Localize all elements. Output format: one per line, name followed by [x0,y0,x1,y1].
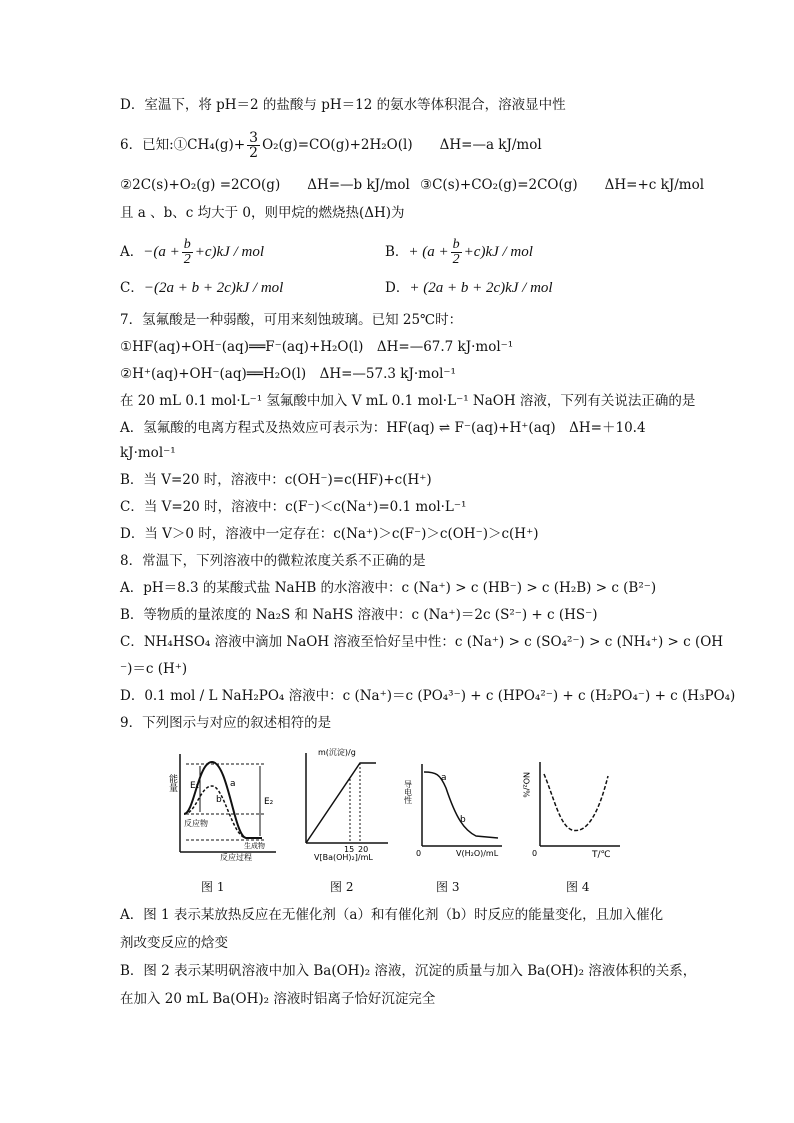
fraction-denominator: 2 [249,145,259,161]
q6-option-a [120,238,264,267]
q6-option-d [385,279,553,297]
option-label: B． [385,244,409,260]
option-label: A． [120,244,144,260]
figure-2-caption: 图 2 [330,880,354,894]
label-e1: E₁ [190,781,200,791]
label-reactant: 反应物 [184,819,208,828]
y-axis-label: m(沉淀)/g [318,748,356,757]
q8-option-c: C．NH₄HSO₄ 溶液中滴加 NaOH 溶液至恰好呈中性：c (Na⁺) > c (SO₄²⁻) > c (NH₄⁺) > c (OH [120,634,724,650]
label-b: b [460,815,466,825]
origin-label: 0 [416,849,422,858]
figure-3-caption: 图 3 [436,880,460,894]
figure-3-conductivity [403,760,506,860]
label-e2: E₂ [264,797,274,807]
tick-20: 20 [358,845,369,854]
q6-reaction1-part2: O₂(g)=CO(g)+2H₂O(l) ΔH=—a kJ/mol [262,137,542,153]
figure-4-no2-temperature [521,758,624,860]
q7-option-a-cont: kJ·mol⁻¹ [120,445,176,461]
figure-4-caption: 图 4 [566,880,590,894]
fraction-denominator: 2 [183,252,191,267]
option-math: +c)kJ / mol [194,244,265,260]
fraction-b-over-2 [182,238,193,267]
q7-option-c: C．当 V=20 时，溶液中：c(F⁻)＜c(Na⁺)=0.1 mol·L⁻¹ [120,499,467,515]
option-label: D． [385,280,410,296]
fraction-b-over-2 [451,238,462,267]
q7-setup: 在 20 mL 0.1 mol·L⁻¹ 氢氟酸中加入 V mL 0.1 mol·L⁻¹ NaOH 溶液，下列有关说法正确的是 [120,393,696,409]
q8-option-b: B．等物质的量浓度的 Na₂S 和 NaHS 溶液中：c (Na⁺)＝2c (S²⁻) + c (HS⁻) [120,607,598,623]
figure-1-caption: 图 1 [201,880,225,894]
option-math: + (2a + b + 2c)kJ / mol [409,280,553,296]
label-product: 生成物 [244,842,265,850]
option-math: −(a + [143,244,180,260]
q9-option-b: B．图 2 表示某明矾溶液中加入 Ba(OH)₂ 溶液，沉淀的质量与加入 Ba(OH)₂ 溶液体积的关系， [120,963,697,979]
q9-stem: 9．下列图示与对应的叙述相符的是 [120,715,332,731]
x-axis-label: T/℃ [592,850,611,860]
x-axis-label: 反应过程 [220,853,252,862]
y-axis-label: 能量 [167,774,177,792]
q9-option-b-cont: 在加入 20 mL Ba(OH)₂ 溶液时铝离子恰好沉淀完全 [120,991,436,1007]
option-math: −(2a + b + 2c)kJ / mol [143,280,284,296]
mass-curve [306,763,376,843]
q7-option-b: B．当 V=20 时，溶液中：c(OH⁻)=c(HF)+c(H⁺) [120,472,432,488]
q6-condition: 且 a 、b、c 均大于 0，则甲烷的燃烧热(ΔH)为 [120,205,405,221]
q9-option-a: A．图 1 表示某放热反应在无催化剂（a）和有催化剂（b）时反应的能量变化，且加入催化 [120,907,664,923]
label-a: a [230,779,236,789]
label-a: a [441,773,447,783]
fraction-numerator: b [183,237,191,252]
q8-stem: 8．常温下，下列溶液中的微粒浓度关系不正确的是 [120,553,426,569]
q6-stem-reaction1 [120,131,542,160]
q8-option-a: A．pH＝8.3 的某酸式盐 NaHB 的水溶液中：c (Na⁺) > c (HB⁻) > c (H₂B) > c (B²⁻) [120,580,657,596]
origin-label: 0 [532,849,538,858]
fraction-numerator: b [452,237,460,252]
label-b: b [216,795,222,805]
no2-curve [544,774,608,831]
fraction-three-halves [247,131,260,160]
q8-option-c-cont: ⁻)＝c (H⁺) [120,661,188,677]
fraction-numerator: 3 [249,130,259,146]
q6-reaction3: ③C(s)+CO₂(g)=2CO(g) ΔH=+c kJ/mol [420,177,705,193]
q7-option-a: A．氢氟酸的电离方程式及热效应可表示为：HF(aq) ⇌ F⁻(aq)+H⁺(aq) ΔH=＋10.4 [120,420,646,436]
q9-option-a-cont: 剂改变反应的焓变 [120,935,228,951]
figure-1-energy-diagram [167,748,282,862]
q7-reaction1: ①HF(aq)+OH⁻(aq)══F⁻(aq)+H₂O(l) ΔH=—67.7 kJ·mol⁻¹ [120,339,514,355]
q8-option-d: D．0.1 mol / L NaH₂PO₄ 溶液中：c (Na⁺)＝c (PO₄³⁻) + c (HPO₄²⁻) + c (H₂PO₄⁻) + c (H₃PO₄) [120,688,736,704]
q5-option-d: D．室温下，将 pH＝2 的盐酸与 pH＝12 的氨水等体积混合，溶液显中性 [120,97,566,113]
q7-reaction2: ②H⁺(aq)+OH⁻(aq)══H₂O(l) ΔH=—57.3 kJ·mol⁻¹ [120,366,456,382]
q6-option-b [385,238,533,267]
fraction-denominator: 2 [452,252,460,267]
x-axis-label: V[Ba(OH)₂]/mL [314,853,373,862]
option-math: + (a + [408,244,449,260]
figure-2-precipitate-mass [294,745,394,860]
q6-reaction1-part1: 6．已知:①CH₄(g)+ [120,137,246,153]
option-math: +c)kJ / mol [463,244,533,260]
y-axis-label: 导电性 [403,780,413,804]
q6-option-c [120,279,283,297]
q7-option-d: D．当 V＞0 时，溶液中一定存在：c(Na⁺)＞c(F⁻)＞c(OH⁻)＞c(H⁺) [120,526,539,542]
y-axis-label: NO₂/% [521,772,531,798]
q7-stem: 7．氢氟酸是一种弱酸，可用来刻蚀玻璃。已知 25℃时： [120,312,463,328]
conductivity-curve [424,772,498,838]
tick-15: 15 [344,845,355,854]
curve-b [184,786,246,838]
x-axis-label: V(H₂O)/mL [456,849,499,858]
option-label: C． [120,280,144,296]
q6-reaction2: ②2C(s)+O₂(g) =2CO(g) ΔH=—b kJ/mol [120,177,410,193]
